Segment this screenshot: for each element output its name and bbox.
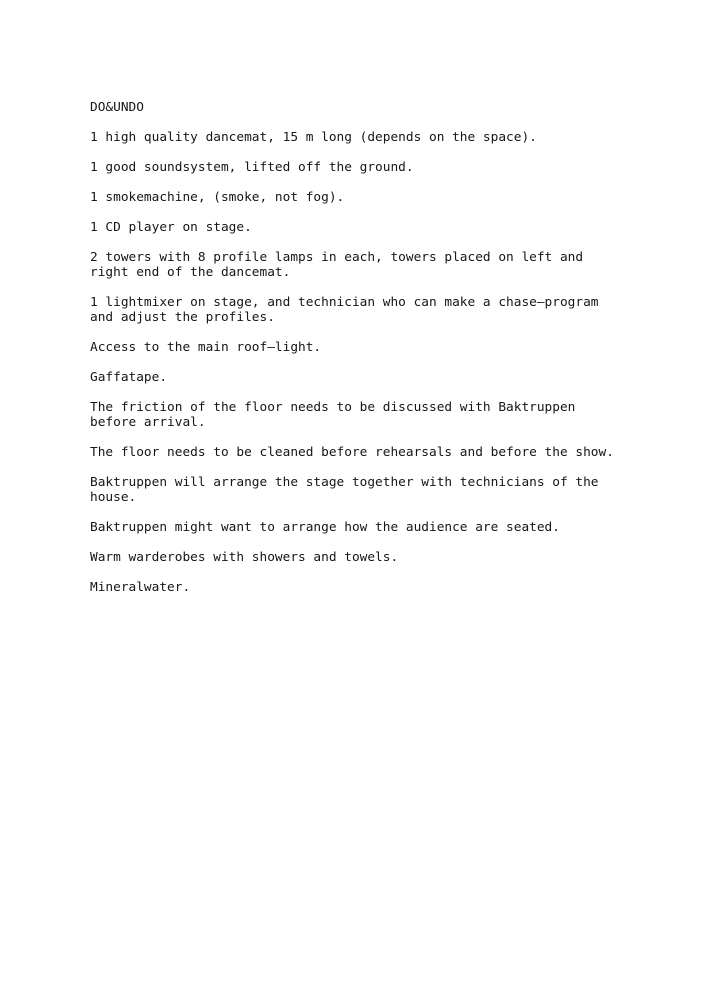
- paragraph: 1 CD player on stage.: [90, 220, 252, 235]
- paragraph: 1 good soundsystem, lifted off the ground.: [90, 160, 414, 175]
- paragraph: The friction of the floor needs to be discussed with Baktruppen before arrival.: [90, 400, 584, 430]
- paragraph: 2 towers with 8 profile lamps in each, towers placed on left and right end of the dancemat.: [90, 250, 591, 280]
- document-title: DO&UNDO: [90, 100, 144, 115]
- paragraph: 1 lightmixer on stage, and technician who can make a chase–program and adjust the profiles.: [90, 295, 607, 325]
- paragraph: Baktruppen might want to arrange how the audience are seated.: [90, 520, 560, 535]
- paragraph: Baktruppen will arrange the stage together with technicians of the house.: [90, 475, 607, 505]
- paragraph: 1 smokemachine, (smoke, not fog).: [90, 190, 345, 205]
- paragraph: The floor needs to be cleaned before rehearsals and before the show.: [90, 445, 614, 460]
- paragraph: Gaffatape.: [90, 370, 168, 385]
- paragraph: Warm warderobes with showers and towels.: [90, 550, 399, 565]
- document-body: [90, 100, 626, 610]
- paragraph: Mineralwater.: [90, 580, 191, 595]
- paragraph: Access to the main roof–light.: [90, 340, 322, 355]
- paragraph: 1 high quality dancemat, 15 m long (depends on the space).: [90, 130, 537, 145]
